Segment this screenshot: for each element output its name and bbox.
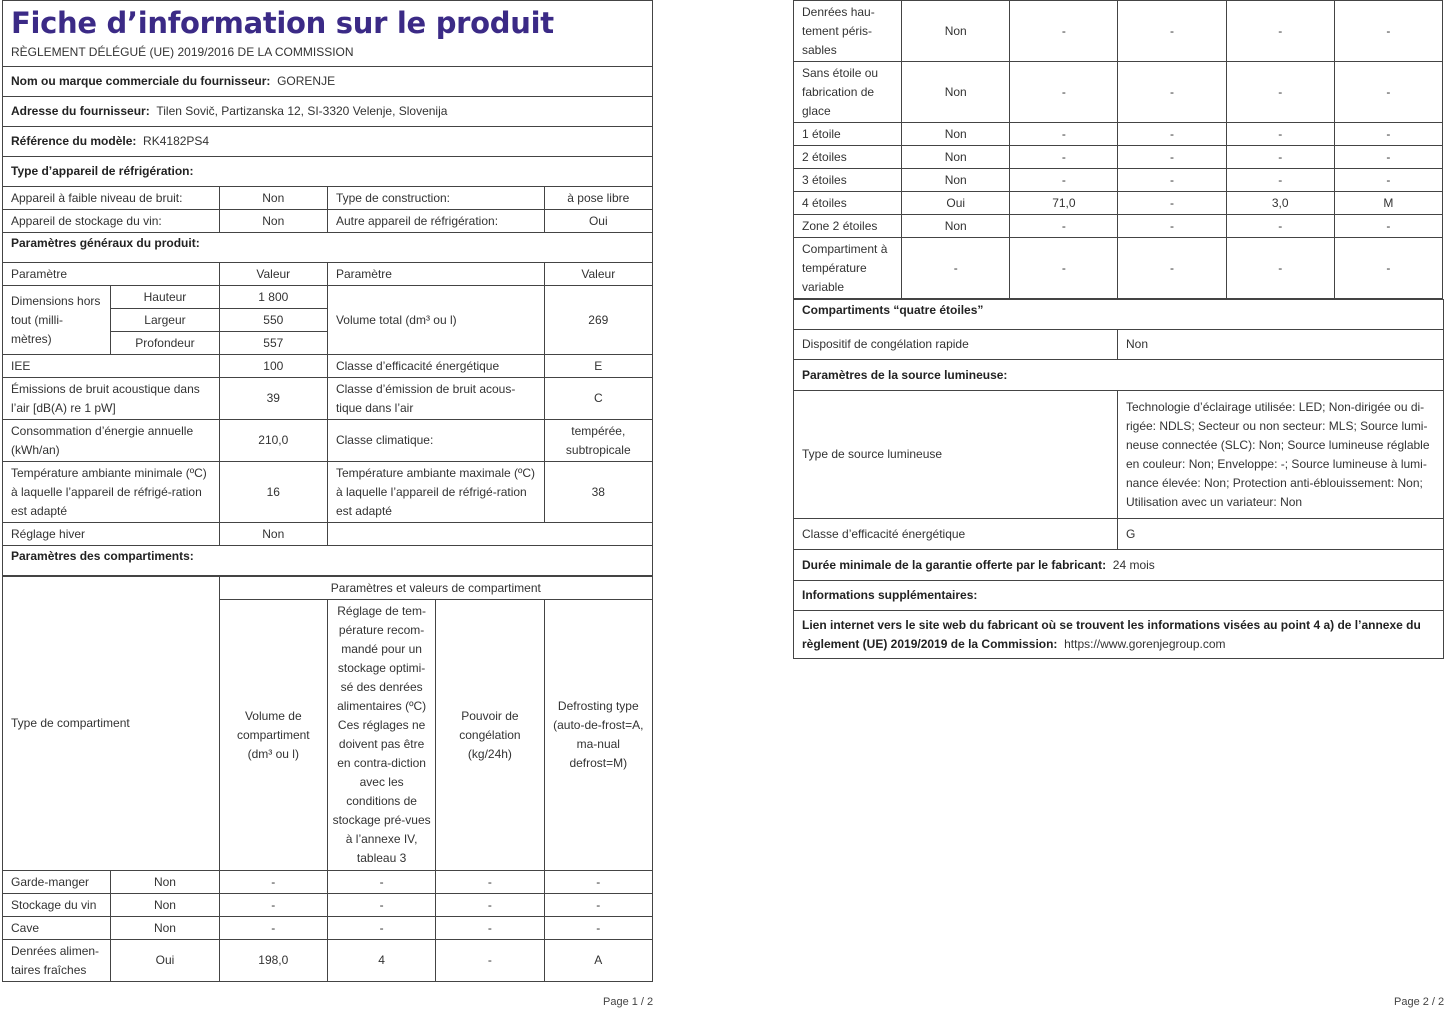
row-vol: - xyxy=(1010,215,1118,238)
row-temp: - xyxy=(1118,123,1226,146)
construction-label: Type de construction: xyxy=(327,187,544,210)
link-row xyxy=(794,611,1444,659)
row-freeze: - xyxy=(1226,62,1334,123)
row-defrost: - xyxy=(1334,238,1442,299)
comp-defrost-header: Defrosting type (auto-de-frost=A, ma-nual defrost=M) xyxy=(544,600,652,871)
page-title: Fiche d’information sur le produit xyxy=(11,6,554,40)
eff-class-value: E xyxy=(544,355,652,378)
col-param: Paramètre xyxy=(3,263,220,286)
eff-class-label: Classe d’efficacité énergétique xyxy=(327,355,544,378)
row-vol: - xyxy=(219,894,327,917)
height-label: Hauteur xyxy=(111,286,219,309)
table-row xyxy=(794,169,1443,192)
table-row xyxy=(3,940,653,982)
col-param-2: Paramètre xyxy=(327,263,544,286)
row-vol: - xyxy=(1010,1,1118,62)
row-freeze: - xyxy=(1226,169,1334,192)
row-temp: - xyxy=(1118,215,1226,238)
four-star-heading-row xyxy=(794,300,1444,330)
supplier-value: GORENJE xyxy=(277,74,336,88)
table-row xyxy=(794,123,1443,146)
table-row xyxy=(794,62,1443,123)
row-temp: - xyxy=(327,871,435,894)
energy-label: Consommation d’énergie annuelle (kWh/an) xyxy=(3,420,220,462)
compartment-table-continued xyxy=(793,0,1443,299)
compartment-table xyxy=(2,576,653,982)
light-heading: Paramètres de la source lumineuse: xyxy=(794,360,1444,391)
noise-class-label: Classe d’émission de bruit acous-tique dans l’air xyxy=(327,378,544,420)
row-present: Non xyxy=(111,917,219,940)
row-freeze: - xyxy=(436,917,544,940)
iee-row xyxy=(3,355,653,378)
low-noise-value: Non xyxy=(219,187,327,210)
volume-value: 269 xyxy=(544,286,652,355)
row-name: 2 étoiles xyxy=(794,146,902,169)
iee-label: IEE xyxy=(3,355,220,378)
row-temp: - xyxy=(1118,169,1226,192)
noise-class-value: C xyxy=(544,378,652,420)
noise-label: Émissions de bruit acoustique dans l’air [dB(A) re 1 pW] xyxy=(3,378,220,420)
row-defrost: - xyxy=(1334,215,1442,238)
depth-label: Profondeur xyxy=(111,332,219,355)
row-name: 4 étoiles xyxy=(794,192,902,215)
fast-freeze-label: Dispositif de congélation rapide xyxy=(794,330,1118,360)
row-name: Garde-manger xyxy=(3,871,111,894)
table-row xyxy=(794,238,1443,299)
row-defrost: - xyxy=(1334,62,1442,123)
table-row xyxy=(3,894,653,917)
row-name: Sans étoile ou fabrication de glace xyxy=(794,62,902,123)
row-temp: - xyxy=(1118,62,1226,123)
col-value-2: Valeur xyxy=(544,263,652,286)
row-vol: - xyxy=(219,871,327,894)
info-heading-row xyxy=(794,581,1444,611)
page-1-footer: Page 1 / 2 xyxy=(603,996,654,1008)
comp-heading: Paramètres des compartiments: xyxy=(3,546,653,576)
model-value: RK4182PS4 xyxy=(143,134,210,148)
climate-label: Classe climatique: xyxy=(327,420,544,462)
param-header-row xyxy=(3,263,653,286)
dims-label: Dimensions hors tout (milli-mètres) xyxy=(3,286,111,355)
row-present: Oui xyxy=(902,192,1010,215)
row-present: Non xyxy=(902,215,1010,238)
row-defrost: - xyxy=(544,894,652,917)
row-vol: 198,0 xyxy=(219,940,327,982)
row-vol: - xyxy=(1010,123,1118,146)
model-label: Référence du modèle: xyxy=(11,134,137,148)
wine-label: Appareil de stockage du vin: xyxy=(3,210,220,233)
row-name: Denrées alimen-taires fraîches xyxy=(3,940,111,982)
row-temp: 4 xyxy=(327,940,435,982)
table-row xyxy=(3,917,653,940)
fast-freeze-row xyxy=(794,330,1444,360)
row-vol: - xyxy=(219,917,327,940)
row-defrost: - xyxy=(1334,146,1442,169)
comp-vol-header: Volume de compartiment (dm³ ou l) xyxy=(219,600,327,871)
tmin-value: 16 xyxy=(219,462,327,523)
wine-value: Non xyxy=(219,210,327,233)
row-present: - xyxy=(902,238,1010,299)
row-freeze: 3,0 xyxy=(1226,192,1334,215)
light-type-value: Technologie d’éclairage utilisée: LED; Non-dirigée ou di-rigée: NDLS; Secteur ou non secteur: MLS; Source lumi-neuse connectée (SLC): Non; Source lumineuse réglable en couleur: Non; Enveloppe: -; Source lumineuse à lumi-nance élevée: Non; Protection anti-éblouissement: Non; Utilisation avec un variateur: Non xyxy=(1118,391,1444,519)
page-2-footer: Page 2 / 2 xyxy=(1394,996,1445,1008)
row-vol: - xyxy=(1010,62,1118,123)
four-star-heading: Compartiments “quatre étoiles” xyxy=(794,300,1444,330)
comp-type-header: Type de compartiment xyxy=(3,577,220,871)
row-temp: - xyxy=(327,917,435,940)
row-present: Non xyxy=(902,62,1010,123)
noise-row xyxy=(3,378,653,420)
row-freeze: - xyxy=(1226,123,1334,146)
light-class-row xyxy=(794,519,1444,550)
page-2 xyxy=(793,0,1443,659)
height-value: 1 800 xyxy=(219,286,327,309)
row-defrost: - xyxy=(1334,169,1442,192)
row-temp: - xyxy=(327,894,435,917)
row-temp: - xyxy=(1118,192,1226,215)
table-row xyxy=(794,146,1443,169)
row-present: Non xyxy=(902,146,1010,169)
warranty-value: 24 mois xyxy=(1112,557,1155,572)
row-name: Stockage du vin xyxy=(3,894,111,917)
light-type-label: Type de source lumineuse xyxy=(794,391,1118,519)
row-freeze: - xyxy=(1226,238,1334,299)
supplier-label: Nom ou marque commerciale du fournisseur: xyxy=(11,74,271,88)
light-class-value: G xyxy=(1118,519,1444,550)
low-noise-label: Appareil à faible niveau de bruit: xyxy=(3,187,220,210)
light-type-row xyxy=(794,391,1444,519)
row-temp: - xyxy=(1118,1,1226,62)
fast-freeze-value: Non xyxy=(1118,330,1444,360)
regulation-subtitle: RÈGLEMENT DÉLÉGUÉ (UE) 2019/2016 DE LA COMMISSION xyxy=(11,45,354,59)
comp-heading-row xyxy=(3,546,653,576)
row-vol: - xyxy=(1010,169,1118,192)
row-vol: - xyxy=(1010,146,1118,169)
light-class-label: Classe d’efficacité énergétique xyxy=(794,519,1118,550)
row-freeze: - xyxy=(1226,146,1334,169)
row-defrost: - xyxy=(1334,123,1442,146)
warranty-label: Durée minimale de la garantie offerte par le fabricant: xyxy=(802,557,1107,572)
row-present: Oui xyxy=(111,940,219,982)
depth-value: 557 xyxy=(219,332,327,355)
construction-value: à pose libre xyxy=(544,187,652,210)
type-heading: Type d’appareil de réfrigération: xyxy=(3,157,653,187)
winter-row xyxy=(3,523,653,546)
link-label: Lien internet vers le site web du fabricant où se trouvent les informations visées au point 4 a) de l’annexe du règlement (UE) 2019/2019 de la Commission: xyxy=(802,617,1421,651)
row-defrost: A xyxy=(544,940,652,982)
row-present: Non xyxy=(902,1,1010,62)
model-row xyxy=(3,127,653,157)
row-name: 3 étoiles xyxy=(794,169,902,192)
warranty-row xyxy=(794,550,1444,581)
volume-label: Volume total (dm³ ou l) xyxy=(327,286,544,355)
address-label: Adresse du fournisseur: xyxy=(11,104,150,118)
low-noise-row xyxy=(3,187,653,210)
table-row xyxy=(3,871,653,894)
height-row xyxy=(3,286,653,309)
additional-info-table xyxy=(793,299,1444,659)
row-freeze: - xyxy=(436,940,544,982)
climate-value: tempérée, subtropicale xyxy=(544,420,652,462)
table-row xyxy=(794,215,1443,238)
comp-group-header: Paramètres et valeurs de compartiment xyxy=(219,577,652,600)
row-freeze: - xyxy=(436,894,544,917)
address-row xyxy=(3,97,653,127)
product-info-table xyxy=(2,66,653,576)
row-present: Non xyxy=(902,169,1010,192)
row-vol: - xyxy=(1010,238,1118,299)
light-heading-row xyxy=(794,360,1444,391)
row-defrost: - xyxy=(544,917,652,940)
row-freeze: - xyxy=(436,871,544,894)
tmax-value: 38 xyxy=(544,462,652,523)
page-1 xyxy=(2,0,653,982)
row-defrost: - xyxy=(1334,1,1442,62)
row-present: Non xyxy=(902,123,1010,146)
row-name: 1 étoile xyxy=(794,123,902,146)
manufacturer-link[interactable]: https://www.gorenjegroup.com xyxy=(1064,636,1226,651)
energy-row xyxy=(3,420,653,462)
other-value: Oui xyxy=(544,210,652,233)
iee-value: 100 xyxy=(219,355,327,378)
table-row xyxy=(794,192,1443,215)
row-defrost: M xyxy=(1334,192,1442,215)
row-freeze: - xyxy=(1226,1,1334,62)
row-present: Non xyxy=(111,871,219,894)
row-name: Denrées hau-tement péris-sables xyxy=(794,1,902,62)
noise-value: 39 xyxy=(219,378,327,420)
row-temp: - xyxy=(1118,238,1226,299)
row-present: Non xyxy=(111,894,219,917)
row-name: Compartiment à température variable xyxy=(794,238,902,299)
table-row xyxy=(794,1,1443,62)
general-heading-row xyxy=(3,233,653,263)
row-temp: - xyxy=(1118,146,1226,169)
type-heading-row xyxy=(3,157,653,187)
comp-temp-header: Réglage de tem-pérature recom-mandé pour un stockage optimi-sé des denrées alimentaires (ºC) Ces réglages ne doivent pas être en contra-diction avec les conditions de stockage pré-vues à l’annexe IV, tableau 3 xyxy=(327,600,435,871)
temperature-row xyxy=(3,462,653,523)
row-freeze: - xyxy=(1226,215,1334,238)
tmax-label: Température ambiante maximale (ºC) à laquelle l’appareil de réfrigé-ration est adapté xyxy=(327,462,544,523)
other-label: Autre appareil de réfrigération: xyxy=(327,210,544,233)
title-block xyxy=(2,0,653,66)
comp-group-row xyxy=(3,577,653,600)
row-name: Cave xyxy=(3,917,111,940)
row-name: Zone 2 étoiles xyxy=(794,215,902,238)
winter-label: Réglage hiver xyxy=(3,523,220,546)
tmin-label: Température ambiante minimale (ºC) à laquelle l’appareil de réfrigé-ration est adapté xyxy=(3,462,220,523)
general-heading: Paramètres généraux du produit: xyxy=(3,233,653,263)
wine-row xyxy=(3,210,653,233)
supplier-row xyxy=(3,67,653,97)
width-value: 550 xyxy=(219,309,327,332)
info-heading: Informations supplémentaires: xyxy=(794,581,1444,611)
empty-cell xyxy=(327,523,652,546)
col-value: Valeur xyxy=(219,263,327,286)
address-value: Tilen Sovič, Partizanska 12, SI-3320 Velenje, Slovenija xyxy=(156,104,448,118)
row-vol: 71,0 xyxy=(1010,192,1118,215)
row-defrost: - xyxy=(544,871,652,894)
winter-value: Non xyxy=(219,523,327,546)
energy-value: 210,0 xyxy=(219,420,327,462)
comp-freeze-header: Pouvoir de congélation (kg/24h) xyxy=(436,600,544,871)
width-label: Largeur xyxy=(111,309,219,332)
